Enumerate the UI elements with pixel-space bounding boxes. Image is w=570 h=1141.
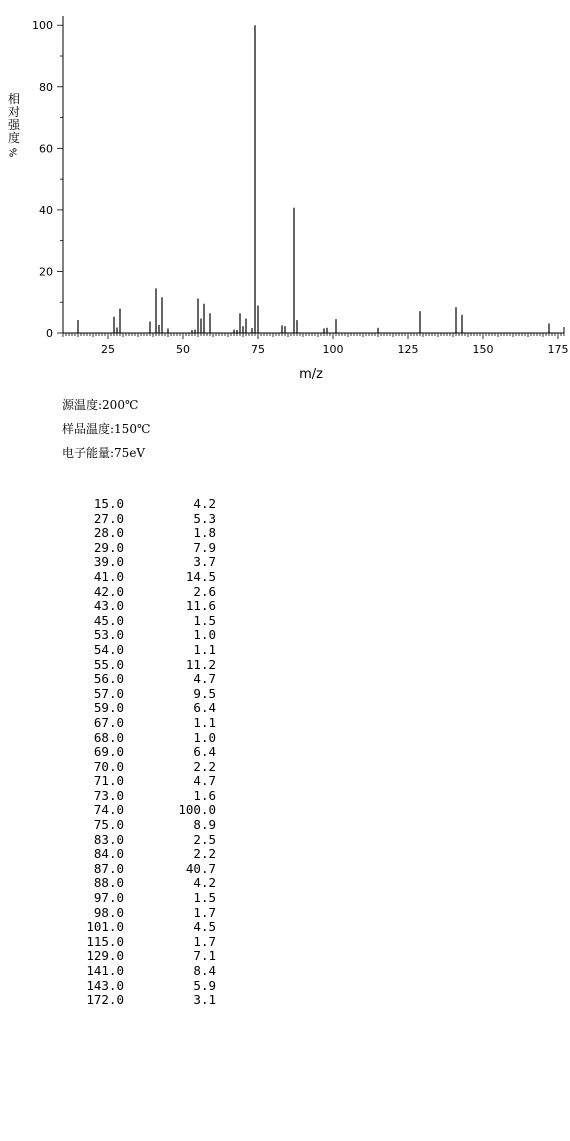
peak-mz: 101.0 xyxy=(86,919,124,935)
peak-row xyxy=(60,497,216,512)
peak-mz: 70.0 xyxy=(93,758,124,774)
peak-row xyxy=(60,847,216,862)
y-tick-label: 0 xyxy=(46,327,53,340)
peak-abundance: 2.5 xyxy=(193,831,216,847)
peak-row xyxy=(60,964,216,979)
peak-row xyxy=(60,803,216,818)
peak-abundance: 1.7 xyxy=(193,933,216,949)
peak-mz: 97.0 xyxy=(93,890,124,906)
peak-abundance: 1.7 xyxy=(193,904,216,920)
peak-mz: 54.0 xyxy=(93,641,124,657)
peak-row xyxy=(60,745,216,760)
x-axis-label: m/z xyxy=(299,367,323,382)
peak-abundance: 4.7 xyxy=(193,671,216,687)
peak-abundance: 9.5 xyxy=(193,685,216,701)
peak-row xyxy=(60,935,216,950)
peak-row xyxy=(60,862,216,877)
mass-spectrum-chart xyxy=(0,0,570,390)
peak-abundance: 5.9 xyxy=(193,977,216,993)
peak-mz: 42.0 xyxy=(93,583,124,599)
peak-row xyxy=(60,993,216,1008)
peak-abundance: 8.9 xyxy=(193,817,216,833)
y-tick-label: 40 xyxy=(39,203,53,217)
peak-abundance: 6.4 xyxy=(193,744,216,760)
peak-abundance: 2.2 xyxy=(193,846,216,862)
peak-mz: 41.0 xyxy=(93,568,124,584)
peak-mz: 56.0 xyxy=(93,671,124,687)
peak-row xyxy=(60,672,216,687)
peak-abundance: 8.4 xyxy=(193,963,216,978)
peak-mz: 84.0 xyxy=(93,846,124,862)
peak-mz: 115.0 xyxy=(86,933,124,949)
peak-row xyxy=(60,789,216,804)
peak-abundance: 4.2 xyxy=(193,496,216,511)
peak-abundance: 1.0 xyxy=(193,627,216,643)
peak-row xyxy=(60,570,216,585)
peak-abundance: 1.5 xyxy=(193,890,216,906)
peak-abundance: 1.5 xyxy=(193,612,216,628)
y-axis-label-text xyxy=(7,93,21,145)
peak-abundance: 7.1 xyxy=(193,948,216,964)
peak-row xyxy=(60,760,216,775)
peak-mz: 29.0 xyxy=(93,539,124,555)
peak-abundance: 2.6 xyxy=(193,583,216,599)
peak-mz: 83.0 xyxy=(93,831,124,847)
peak-mz: 53.0 xyxy=(93,627,124,643)
peak-abundance: 4.5 xyxy=(193,919,216,935)
peak-mz: 75.0 xyxy=(93,817,124,833)
peak-abundance: 3.7 xyxy=(193,554,216,570)
peak-row xyxy=(60,643,216,658)
peak-row xyxy=(60,906,216,921)
peak-abundance: 7.9 xyxy=(193,539,216,555)
peak-abundance: 1.0 xyxy=(193,729,216,745)
acquisition-conditions xyxy=(62,398,150,470)
peak-row xyxy=(60,614,216,629)
peak-mz: 73.0 xyxy=(93,787,124,803)
y-axis-label-char: 强 xyxy=(7,118,20,132)
y-axis-label-char: 度 xyxy=(7,131,20,145)
peak-mz: 71.0 xyxy=(93,773,124,789)
x-tick-label: 175 xyxy=(547,343,569,356)
peak-row xyxy=(60,979,216,994)
peak-abundance: 1.1 xyxy=(193,714,216,730)
peak-row xyxy=(60,891,216,906)
x-tick-label: 75 xyxy=(251,343,265,356)
peak-row xyxy=(60,687,216,702)
peak-abundance: 14.5 xyxy=(185,568,216,584)
peak-abundance: 100.0 xyxy=(178,802,216,818)
peak-table xyxy=(60,497,216,1008)
peak-mz: 69.0 xyxy=(93,744,124,760)
peak-mz: 57.0 xyxy=(93,685,124,701)
peak-mz: 27.0 xyxy=(93,510,124,526)
y-tick-label: 80 xyxy=(39,80,53,94)
x-tick-label: 150 xyxy=(472,343,494,356)
peak-row xyxy=(60,920,216,935)
x-tick-label: 125 xyxy=(397,343,419,356)
peak-row xyxy=(60,599,216,614)
peak-abundance: 4.2 xyxy=(193,875,216,891)
peak-row xyxy=(60,949,216,964)
sample-temperature: 样品温度:150℃ xyxy=(62,422,151,436)
peak-abundance: 1.8 xyxy=(193,525,216,541)
peak-mz: 39.0 xyxy=(93,554,124,570)
y-axis-label-char: 相 xyxy=(7,92,20,106)
peak-mz: 74.0 xyxy=(93,802,124,818)
x-tick-label: 25 xyxy=(101,343,115,356)
peak-abundance: 5.3 xyxy=(193,510,216,526)
y-axis-label xyxy=(7,93,21,159)
y-tick-label: 60 xyxy=(39,142,53,156)
peak-mz: 88.0 xyxy=(93,875,124,891)
peak-mz: 87.0 xyxy=(93,860,124,876)
peak-mz: 15.0 xyxy=(93,496,124,511)
peak-abundance: 4.7 xyxy=(193,773,216,789)
peak-abundance: 6.4 xyxy=(193,700,216,716)
peak-row xyxy=(60,731,216,746)
y-axis-unit: % xyxy=(8,147,20,158)
x-tick-label: 50 xyxy=(176,343,190,356)
peak-mz: 59.0 xyxy=(93,700,124,716)
source-temperature: 源温度:200℃ xyxy=(62,398,139,412)
peak-row xyxy=(60,658,216,673)
peak-mz: 28.0 xyxy=(93,525,124,541)
peak-row xyxy=(60,818,216,833)
y-tick-label: 100 xyxy=(32,19,53,33)
peak-mz: 55.0 xyxy=(93,656,124,672)
peak-row xyxy=(60,876,216,891)
peak-mz: 129.0 xyxy=(86,948,124,964)
peak-mz: 172.0 xyxy=(86,992,124,1008)
peak-abundance: 11.6 xyxy=(185,598,216,614)
peak-mz: 98.0 xyxy=(93,904,124,920)
peak-row xyxy=(60,585,216,600)
peak-abundance: 1.1 xyxy=(193,641,216,657)
electron-energy: 电子能量:75eV xyxy=(62,446,146,460)
peak-row xyxy=(60,833,216,848)
peak-abundance: 3.1 xyxy=(193,992,216,1008)
peak-abundance: 40.7 xyxy=(185,860,216,876)
peak-abundance: 11.2 xyxy=(185,656,216,672)
y-axis-label-char: 对 xyxy=(7,105,20,119)
peak-mz: 43.0 xyxy=(93,598,124,614)
peak-row xyxy=(60,628,216,643)
peak-mz: 68.0 xyxy=(93,729,124,745)
peak-abundance: 1.6 xyxy=(193,787,216,803)
peak-row xyxy=(60,541,216,556)
peak-row xyxy=(60,716,216,731)
peak-row xyxy=(60,774,216,789)
peak-row xyxy=(60,555,216,570)
peak-row xyxy=(60,512,216,527)
peak-row xyxy=(60,701,216,716)
peak-row xyxy=(60,526,216,541)
peak-mz: 141.0 xyxy=(86,963,124,978)
peak-mz: 45.0 xyxy=(93,612,124,628)
peak-mz: 67.0 xyxy=(93,714,124,730)
peak-mz: 143.0 xyxy=(86,977,124,993)
y-tick-label: 20 xyxy=(39,265,53,279)
x-tick-label: 100 xyxy=(322,343,344,356)
peak-abundance: 2.2 xyxy=(193,758,216,774)
